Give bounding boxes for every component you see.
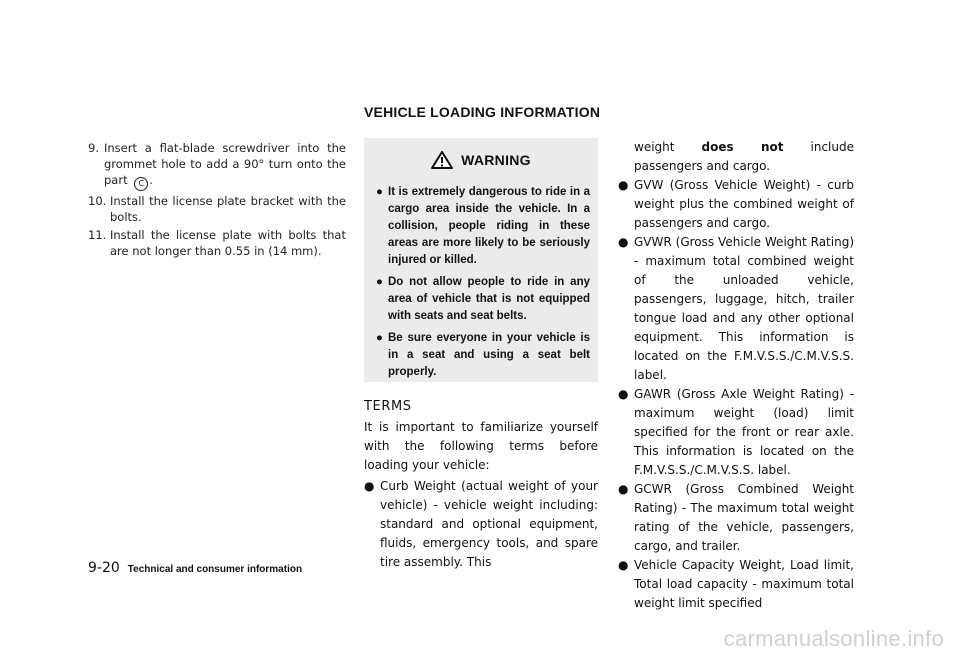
page-footer (88, 560, 302, 576)
term-item-text: Curb Weight (actual weight of your vehicle) - vehicle weight including: standard and optional equipment, fluids, emergency tools, and spare tire assembly. This (380, 479, 598, 569)
warning-item (376, 274, 590, 325)
bullet-icon: ● (376, 186, 383, 198)
bullet-icon: ● (618, 558, 629, 572)
term-item-text: GCWR (Gross Combined Weight Rating) - The maximum total weight rating of the vehicle, passengers, cargo, and trailer. (634, 482, 854, 553)
bullet-icon: ● (618, 482, 629, 496)
warning-title: WARNING (461, 152, 531, 168)
warning-header (364, 148, 598, 172)
term-list-continued (618, 176, 854, 613)
term-item-text: GAWR (Gross Axle Weight Rating) - maximum weight (load) limit specified for the front or rear axle. This information is located on the F.M.V.S.S./C.M.V.S.S. label. (634, 387, 854, 477)
step-9 (88, 140, 346, 191)
warning-item (376, 330, 590, 381)
term-item-text: Vehicle Capacity Weight, Load limit, Total load capacity - maximum total weight limit specified (634, 558, 854, 610)
bullet-icon: ● (376, 332, 383, 344)
terms-intro: It is important to familiarize yourself with the following terms before loading your vehicle: (364, 420, 598, 472)
terms-continued (618, 138, 854, 613)
step-text: Install the license plate bracket with the bolts. (110, 194, 346, 224)
footer-chapter-title: Technical and consumer information (127, 564, 303, 575)
term-item (364, 477, 598, 572)
term-item (618, 233, 854, 385)
term-item (618, 385, 854, 480)
term-item-text: GVWR (Gross Vehicle Weight Rating) - maximum total combined weight of the unloaded vehicle, passengers, luggage, hitch, trailer tongue load and any other optional equipment. This information is located on the F.M.V.S.S./C.M.V.S.S. label. (634, 235, 854, 382)
continued-paragraph (618, 138, 854, 176)
bullet-icon: ● (618, 235, 629, 249)
terms-heading: TERMS (364, 399, 412, 414)
step-number: 9. (88, 141, 99, 155)
warning-triangle-icon (431, 151, 453, 169)
step-text (104, 140, 346, 191)
step-11 (88, 227, 346, 259)
warning-box (364, 138, 598, 382)
warning-item-text: It is extremely dangerous to ride in a cargo area inside the vehicle. In a collision, people riding in these areas are more likely to be seriously injured or killed. (388, 186, 590, 266)
bullet-icon: ● (618, 178, 629, 192)
terms-list (364, 477, 598, 572)
bullet-icon: ● (618, 387, 629, 401)
section-title: VEHICLE LOADING INFORMATION (364, 104, 601, 120)
warning-item-text: Be sure everyone in your vehicle is in a seat and using a seat belt properly. (388, 332, 590, 378)
part-marker-c: C (134, 177, 148, 191)
step-number: 10. (88, 194, 107, 208)
term-item (618, 480, 854, 556)
page-number: 9-20 (88, 560, 120, 576)
warning-item (376, 184, 590, 269)
term-item (618, 176, 854, 233)
watermark: carmanualsonline.info (723, 626, 944, 651)
emphasis-text: does not (701, 140, 784, 154)
bullet-icon: ● (364, 479, 375, 493)
warning-list (364, 184, 598, 381)
step-text: Install the license plate with bolts that are not longer than 0.55 in (14 mm). (110, 228, 346, 258)
continued-text-end: include passengers and cargo. (634, 140, 854, 173)
step-number: 11. (88, 228, 107, 242)
term-item (618, 556, 854, 613)
step-10 (88, 193, 346, 225)
bullet-icon: ● (376, 276, 383, 288)
installation-steps (88, 140, 346, 261)
step-text-part: Insert a flat-blade screwdriver into the grommet hole to add a 90° turn onto the part (104, 141, 346, 187)
term-item-text: GVW (Gross Vehicle Weight) - curb weight plus the combined weight of passengers and cargo. (634, 178, 854, 230)
continued-text: weight (634, 140, 675, 154)
step-text-end: . (149, 173, 153, 187)
warning-item-text: Do not allow people to ride in any area of vehicle that is not equipped with seats and seat belts. (388, 276, 590, 322)
